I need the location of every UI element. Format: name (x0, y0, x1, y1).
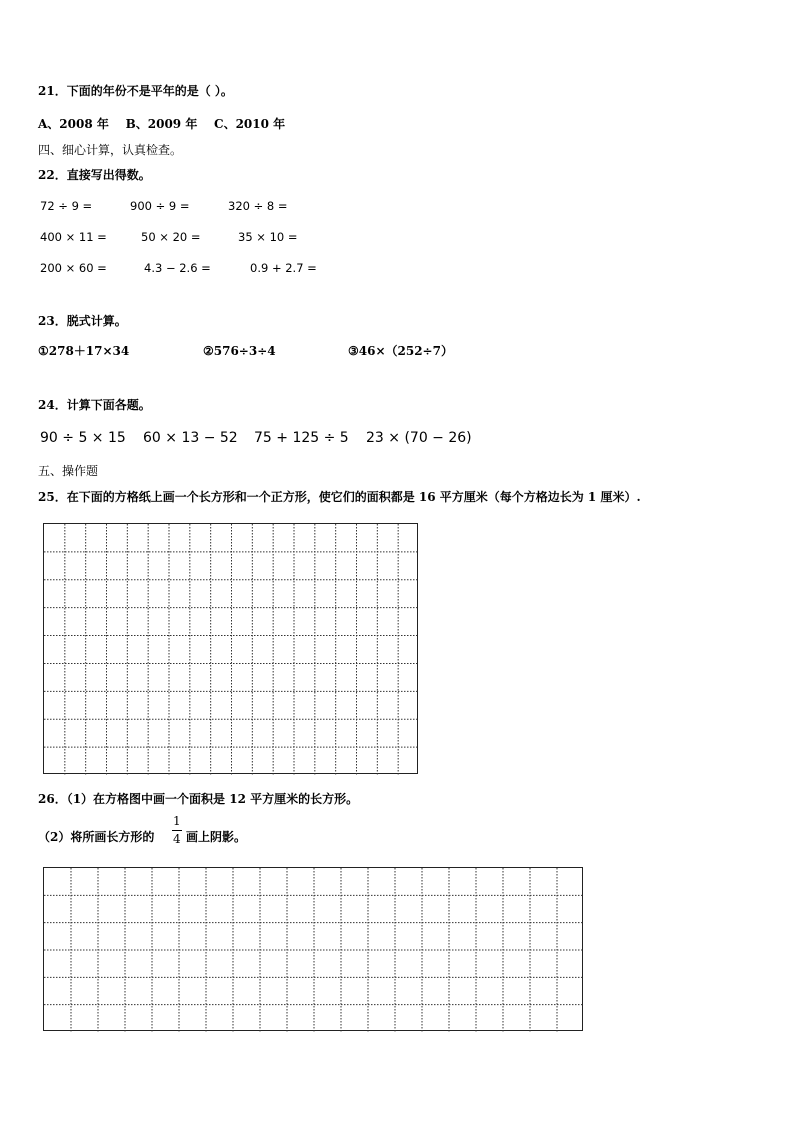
q22-item: 72 ÷ 9 = (40, 199, 93, 213)
q23-item: ②576÷3÷4 (203, 344, 276, 358)
q25-question: 25．在下面的方格纸上画一个长方形和一个正方形，使它们的面积都是 16 平方厘米（每个方格边长为 1 厘米）. (38, 490, 641, 504)
q25-grid[interactable] (43, 523, 418, 774)
fraction-numerator: 1 (173, 814, 181, 828)
section5-title: 五、操作题 (38, 464, 99, 478)
grid-lines (44, 524, 419, 775)
fraction-denominator: 4 (173, 832, 181, 846)
q22-item: 4.3 − 2.6 = (144, 261, 211, 275)
fraction-bar (172, 830, 182, 831)
q26-part1: 26．（1）在方格图中画一个面积是 12 平方厘米的长方形。 (38, 792, 359, 806)
q23-item: ③46×（252÷7） (348, 344, 453, 358)
q23-item: ①278＋17×34 (38, 344, 130, 358)
q26-part2-suffix: 画上阴影。 (186, 830, 247, 844)
q26-part2-prefix: （2）将所画长方形的 (38, 830, 155, 844)
q22-question: 22．直接写出得数。 (38, 168, 151, 182)
q22-item: 200 × 60 = (40, 261, 107, 275)
q24-question: 24．计算下面各题。 (38, 398, 151, 412)
q22-item: 50 × 20 = (141, 230, 201, 244)
q22-item: 0.9 + 2.7 = (250, 261, 317, 275)
q22-item: 900 ÷ 9 = (130, 199, 190, 213)
q23-question: 23．脱式计算。 (38, 314, 127, 328)
q26-grid[interactable] (43, 867, 583, 1031)
q24-item: 90 ÷ 5 × 15 (40, 430, 126, 446)
q24-item: 23 × (70 − 26) (366, 430, 472, 446)
q22-item: 320 ÷ 8 = (228, 199, 288, 213)
grid-lines (44, 868, 584, 1032)
q22-item: 35 × 10 = (238, 230, 298, 244)
q24-item: 60 × 13 − 52 (143, 430, 238, 446)
q21-options: A、2008 年 B、2009 年 C、2010 年 (38, 117, 286, 131)
section4-title: 四、细心计算，认真检查。 (38, 143, 183, 157)
q24-item: 75 + 125 ÷ 5 (254, 430, 349, 446)
q22-item: 400 × 11 = (40, 230, 107, 244)
q21-question: 21．下面的年份不是平年的是（ ）。 (38, 84, 233, 98)
